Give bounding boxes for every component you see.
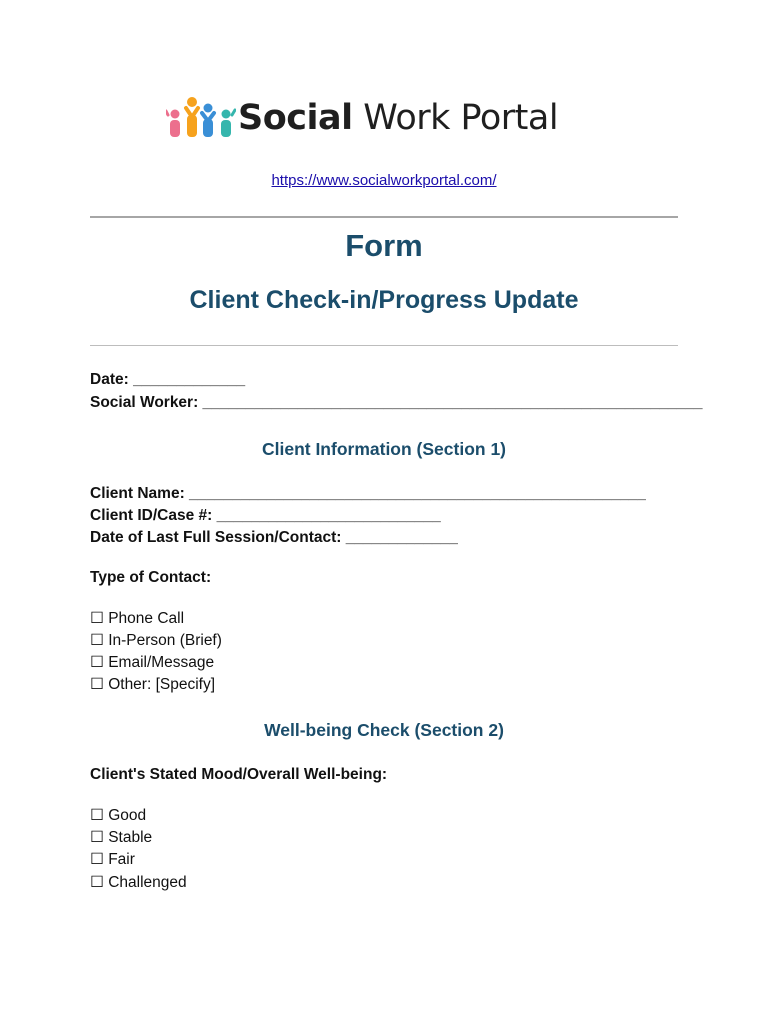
contact-type-label: Type of Contact: bbox=[90, 569, 212, 586]
checkbox-good[interactable]: ☐ Good bbox=[90, 807, 147, 824]
client-name-field[interactable]: Client Name: _____________________________________________________ bbox=[90, 485, 646, 502]
section1-heading: Client Information (Section 1) bbox=[261, 439, 507, 459]
client-id-field[interactable]: Client ID/Case #: __________________________ bbox=[90, 507, 441, 524]
top-divider bbox=[90, 216, 678, 218]
checkbox-phone-call[interactable]: ☐ Phone Call bbox=[90, 610, 185, 627]
page-title: Form bbox=[345, 228, 423, 263]
checkbox-challenged[interactable]: ☐ Challenged bbox=[90, 874, 187, 891]
logo-light-text: Work Portal bbox=[363, 98, 559, 138]
checkbox-email-message[interactable]: ☐ Email/Message bbox=[90, 654, 215, 671]
checkbox-other[interactable]: ☐ Other: [Specify] bbox=[90, 676, 216, 693]
mood-label: Client's Stated Mood/Overall Well-being: bbox=[90, 766, 388, 783]
people-logo-icon bbox=[166, 95, 236, 141]
checkbox-fair[interactable]: ☐ Fair bbox=[90, 851, 135, 868]
logo bbox=[166, 92, 558, 144]
website-link[interactable]: https://www.socialworkportal.com/ bbox=[271, 172, 497, 189]
logo-wordmark bbox=[238, 98, 558, 138]
social-worker-field[interactable]: Social Worker: __________________________________________________________ bbox=[90, 394, 703, 411]
date-field[interactable]: Date: _____________ bbox=[90, 371, 246, 388]
section2-heading: Well-being Check (Section 2) bbox=[264, 720, 504, 740]
header-divider bbox=[90, 345, 678, 346]
page-subtitle: Client Check-in/Progress Update bbox=[189, 286, 579, 314]
last-session-field[interactable]: Date of Last Full Session/Contact: _____________ bbox=[90, 529, 458, 546]
checkbox-in-person[interactable]: ☐ In-Person (Brief) bbox=[90, 632, 222, 649]
logo-bold-text: Social bbox=[238, 98, 353, 138]
checkbox-stable[interactable]: ☐ Stable bbox=[90, 829, 153, 846]
